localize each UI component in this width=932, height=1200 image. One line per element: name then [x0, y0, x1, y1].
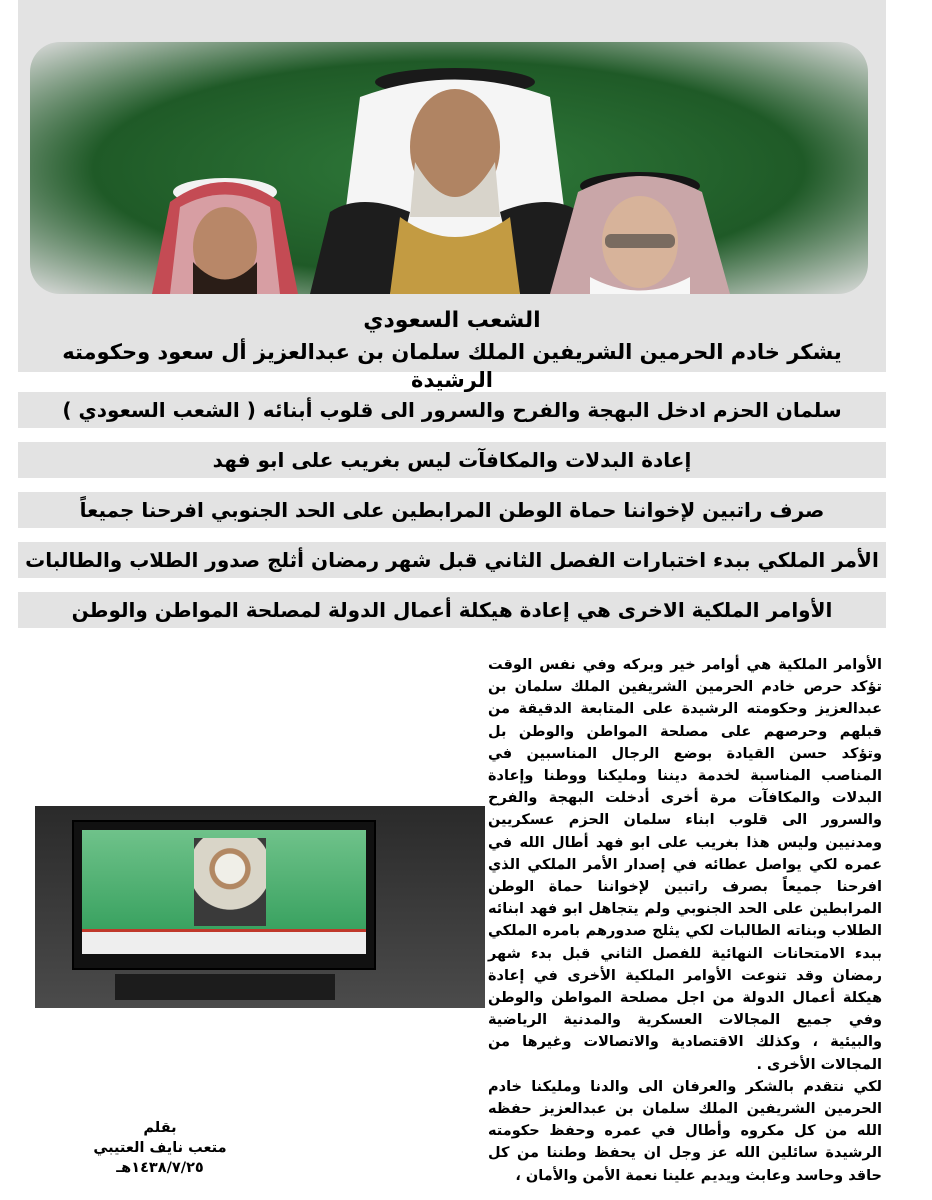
leaders-photo-illustration — [30, 42, 868, 294]
highlight-bar: إعادة البدلات والمكافآت ليس بغريب على ابو فهد — [18, 442, 886, 478]
highlight-bar: سلمان الحزم ادخل البهجة والفرح والسرور الى قلوب أبنائه ( الشعب السعودي ) — [18, 392, 886, 428]
highlight-bar: الأوامر الملكية الاخرى هي إعادة هيكلة أعمال الدولة لمصلحة المواطن والوطن — [18, 592, 886, 628]
signature-label: بقلم — [143, 1120, 177, 1136]
leaders-photo — [30, 42, 868, 294]
signature-date: ١٤٣٨/٧/٢٥هـ — [116, 1160, 204, 1176]
photo-spacer — [30, 804, 488, 1164]
highlight-bar: الأمر الملكي ببدء اختبارات الفصل الثاني قبل شهر رمضان أثلج صدور الطلاب والطالبات — [18, 542, 886, 578]
headline-box — [18, 300, 886, 392]
highlight-bar: صرف راتبين لإخواننا حماة الوطن المرابطين على الحد الجنوبي افرحنا جميعاً — [18, 492, 886, 528]
headline-subtitle: يشكر خادم الحرمين الشريفين الملك سلمان بن عبدالعزيز أل سعود وحكومته الرشيدة — [62, 340, 842, 392]
article-paragraph-1-text: الأوامر الملكية هي أوامر خير وبركه وفي نفس الوقت تؤكد حرص خادم الحرمين الشريفين الملك سلمان بن عبدالعزيز وحكومته الرشيدة على المتابعة الدقيقة من قبلهم وحرصهم على مصلحة المواطن والوطن بل وتؤكد حسن القيادة بوضع الرجال المناسبين في المناصب المناسبة لخدمة ديننا ومليكنا ووطنا وإعادة البدلات والمكافآت مرة أخرى أدخلت البهجة والفرح والسرور الى قلوب ابناء سلمان الحزم عسكريين ومدنيين وليس هذا بغريب على ابو فهد أطال الله في عمره لكي يواصل عطائه في إصدار الأمر الملكي الذي افرحنا جميعاً بصرف راتبين لإخواننا حماة الوطن المرابطين على الحد الجنوبي ولم يتجاهل ابو فهد ابنائه الطلاب وبناته الطالبات لكي يثلج صدورهم بامره الملكي ببدء الامتحانات النهائية للفصل الثاني قبل بدء شهر رمضان وقد تنوعت الأوامر الملكية الأخرى في إعادة هيكلة أعمال الدولة من اجل مصلحة المواطن والوطن وفي جميع المجالات العسكرية والمدنية الرياضية والبيئية ، وكذلك الاقتصادية والاتصالات وغيرها من المجالات الأخرى . — [488, 657, 882, 1073]
article-body — [30, 654, 882, 1187]
headline-title: الشعب السعودي — [363, 308, 541, 333]
author-name: متعب نايف العتيبي — [93, 1140, 227, 1156]
article-paragraph-2-text: لكي نتقدم بالشكر والعرفان الى والدنا ومليكنا خادم الحرمين الشريفين الملك سلمان بن عبدالعزيز حفظه الله من كل مكروه وأطال في عمره وحفظ حكومته الرشيدة سائلين الله عز وجل ان يحفظ وطننا من كل حاقد وحاسد وعابث ويديم علينا نعمة الأمن والأمان ، — [488, 1078, 882, 1184]
article-paragraph — [30, 654, 882, 1076]
signature-block — [40, 1118, 280, 1178]
